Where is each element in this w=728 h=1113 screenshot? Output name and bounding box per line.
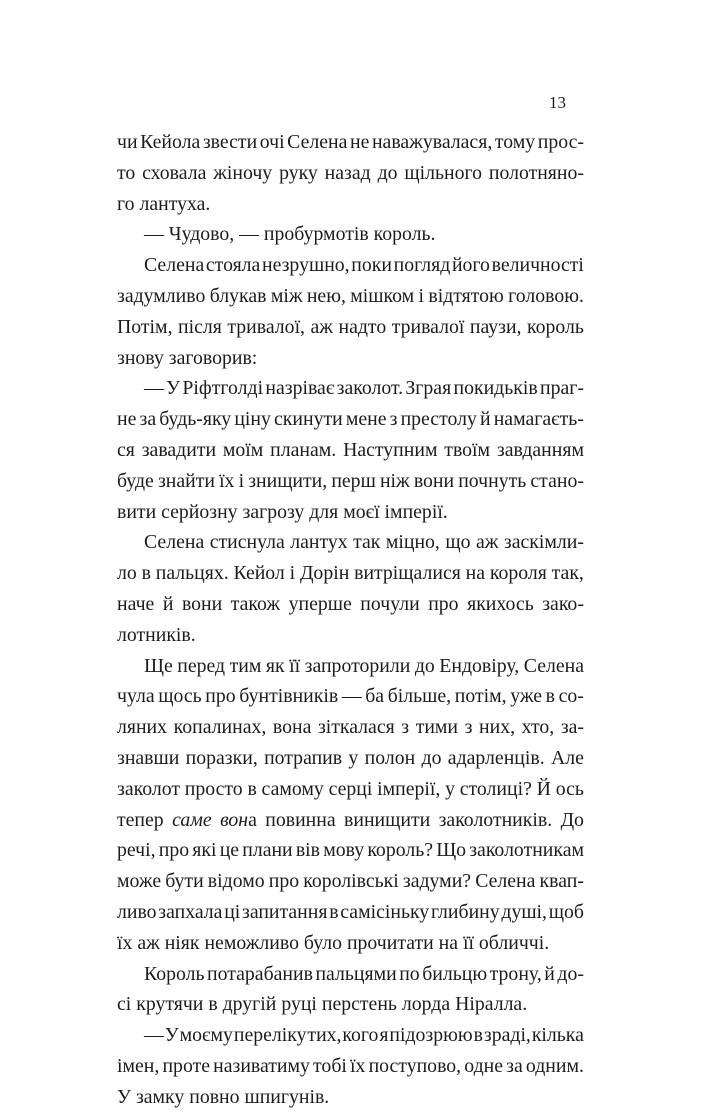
text-line: сі крутячи в другій руці перстень лорда Ніралла. — [117, 993, 528, 1016]
word: одне — [464, 1054, 504, 1077]
word: про — [428, 592, 459, 615]
word: задуми? — [402, 870, 472, 893]
word: нею, — [306, 284, 346, 307]
word: може — [117, 870, 162, 893]
word: задумливо — [117, 284, 206, 307]
word: погляд — [393, 254, 451, 277]
word: назад — [324, 161, 371, 184]
word: праг- — [540, 377, 584, 400]
text-line — [117, 466, 584, 497]
word: жіночу — [213, 161, 273, 184]
word: стиснула — [209, 531, 285, 554]
word: полотняно- — [488, 161, 584, 184]
word: тими — [415, 716, 459, 739]
word: то — [117, 161, 136, 184]
word: со- — [558, 685, 584, 708]
word: скинути — [274, 408, 343, 431]
word: моїм — [222, 438, 264, 461]
word: вів — [295, 839, 321, 862]
word: й — [544, 962, 555, 985]
text-line: лотників. — [117, 623, 196, 646]
word: зако- — [542, 592, 584, 615]
word: в — [141, 562, 151, 585]
word: запроторили — [304, 654, 411, 677]
word: заколот. — [336, 377, 404, 400]
word: вони — [413, 469, 455, 492]
word: самому — [261, 777, 324, 800]
word: одним. — [525, 1054, 584, 1077]
word: наче — [117, 592, 155, 615]
word: якихось — [467, 592, 534, 615]
word: за- — [560, 716, 584, 739]
text-line — [117, 866, 584, 897]
word: заскімли- — [503, 531, 584, 554]
word: наважувалася, — [371, 131, 493, 153]
word: — — [144, 377, 164, 400]
word: заколотників. — [438, 808, 553, 831]
word: про — [268, 870, 300, 893]
text-line — [117, 651, 584, 682]
text-line — [117, 527, 584, 558]
word: Селена — [475, 870, 536, 893]
text-line — [117, 558, 584, 589]
word: по — [399, 962, 420, 985]
text-line — [117, 1020, 584, 1051]
word: в — [247, 777, 257, 800]
word: в — [545, 685, 555, 708]
text-line — [117, 712, 584, 743]
word: — — [341, 685, 362, 708]
word: проте — [162, 1054, 210, 1077]
word: й — [480, 408, 491, 431]
text-line — [117, 681, 584, 712]
text-line: їх аж ніяк неможливо було прочитати на її обличчі. — [117, 931, 550, 954]
word: ся — [117, 438, 135, 461]
word: паузи, — [469, 315, 522, 338]
word: про — [205, 685, 236, 708]
word: знищити, — [248, 469, 328, 492]
word: чула — [117, 685, 155, 708]
word: Селена — [144, 531, 205, 554]
word: запитання — [242, 900, 328, 923]
text-line — [117, 435, 584, 466]
word: про — [158, 839, 190, 862]
word: почули — [360, 592, 420, 615]
text-line — [117, 897, 584, 928]
word: імперії, — [377, 777, 441, 800]
word: потім, — [454, 685, 507, 708]
word: тих, — [307, 1024, 342, 1047]
word: кілька — [531, 1024, 584, 1047]
word: між — [270, 284, 303, 307]
word: так — [353, 531, 381, 554]
word: витріщалися — [354, 562, 461, 585]
word: планам. — [270, 438, 337, 461]
text-line — [117, 589, 584, 620]
word: потрапив — [264, 746, 343, 769]
word: знавши — [117, 746, 180, 769]
word: тим — [229, 654, 262, 677]
word: мову — [323, 839, 365, 862]
word: тривалої, — [227, 315, 306, 338]
word: самісіньку — [340, 900, 430, 923]
word: Кейола — [140, 131, 201, 153]
word: Що — [436, 839, 467, 862]
word: до — [421, 746, 442, 769]
word: я — [379, 1024, 389, 1047]
word: мішком — [350, 284, 415, 307]
word: короля — [489, 562, 547, 585]
word: вона — [220, 808, 257, 831]
word: перед — [177, 654, 226, 677]
word: імен, — [117, 1054, 160, 1077]
text-line — [117, 127, 584, 158]
text-line: го лантуха. — [117, 192, 211, 215]
body-text — [117, 127, 584, 1113]
word: ці — [224, 900, 241, 923]
word: надто — [338, 315, 387, 338]
word: моєму — [179, 1024, 233, 1047]
word: король — [527, 315, 584, 338]
page-number: 13 — [549, 93, 566, 112]
word: трону, — [489, 962, 542, 985]
word: кого — [342, 1024, 379, 1047]
word: звести — [202, 131, 258, 153]
word: тому — [494, 131, 536, 153]
word: назріває — [265, 377, 335, 400]
word: столиці? — [459, 777, 532, 800]
word: і — [238, 469, 245, 492]
word: До — [560, 808, 584, 831]
word: називатиму — [213, 1054, 310, 1077]
word: твоїм — [444, 438, 491, 461]
word: бильцю — [422, 962, 488, 985]
word: чи — [117, 131, 138, 153]
word: король? — [367, 839, 434, 862]
text-line — [117, 373, 584, 404]
word: знайти — [157, 469, 215, 492]
word: квап- — [539, 870, 584, 893]
word: уперше — [288, 592, 352, 615]
word: відомо — [207, 870, 265, 893]
word: них, — [479, 716, 516, 739]
word: аж — [310, 315, 333, 338]
word: Дорін — [299, 562, 350, 585]
word: її — [289, 654, 301, 677]
word: Й — [536, 777, 551, 800]
word: щільного — [404, 161, 482, 184]
text-line: У замку повно шпигунів. — [117, 1085, 330, 1108]
word: за — [506, 1054, 523, 1077]
word: бунтівників — [239, 685, 339, 708]
word: як — [265, 654, 285, 677]
word: тобі — [313, 1054, 347, 1077]
word: Ендовіру, — [439, 654, 520, 677]
word: прос- — [537, 131, 584, 153]
word: й — [162, 592, 174, 615]
word: копалинах, — [173, 716, 267, 739]
word: Селена — [144, 254, 205, 277]
word: серці — [328, 777, 373, 800]
word: руку — [279, 161, 318, 184]
word: полон — [364, 746, 416, 769]
word: винищити — [344, 808, 431, 831]
text-line — [117, 743, 584, 774]
word: лантух — [290, 531, 348, 554]
text-line — [117, 158, 584, 189]
word: Кейол — [233, 562, 285, 585]
text-line: — Чудово, — пробурмотів король. — [144, 223, 436, 246]
word: повинна — [265, 808, 336, 831]
word: поразки, — [185, 746, 258, 769]
word: Але — [550, 746, 584, 769]
word: глибину — [430, 900, 500, 923]
word: до — [377, 161, 398, 184]
word: більше, — [387, 685, 452, 708]
word: до- — [557, 962, 584, 985]
word: запхала — [158, 900, 223, 923]
word: які — [192, 839, 217, 862]
word: душі, — [501, 900, 548, 923]
word: потарабанив — [207, 962, 313, 985]
word: міцно, — [385, 531, 440, 554]
text-line — [117, 281, 584, 312]
text-line — [117, 835, 584, 866]
word: і — [418, 284, 425, 307]
word: відтятою — [428, 284, 504, 307]
word: що — [445, 531, 471, 554]
word: незрушно, — [262, 254, 350, 277]
word: сховала — [142, 161, 207, 184]
word: завадити — [141, 438, 217, 461]
text-line — [117, 312, 584, 343]
word: пальцях. — [155, 562, 229, 585]
word: ло — [117, 562, 137, 585]
word: речі, — [117, 839, 156, 862]
word: їх — [350, 1054, 366, 1077]
word: до — [414, 654, 435, 677]
word: щоб — [548, 900, 584, 923]
word: мене — [345, 408, 387, 431]
text-line — [117, 774, 584, 805]
word: на — [465, 562, 486, 585]
word: саме — [172, 808, 212, 831]
word: вони — [181, 592, 223, 615]
word: переліку — [233, 1024, 307, 1047]
word: і — [289, 562, 296, 585]
word: так, — [551, 562, 584, 585]
text-line — [117, 404, 584, 435]
word: У — [164, 1024, 179, 1047]
word: У — [166, 377, 181, 400]
word: після — [178, 315, 222, 338]
word: у — [445, 777, 455, 800]
word: Король — [144, 962, 205, 985]
word: почнуть — [458, 469, 527, 492]
word: Ріфтголді — [182, 377, 264, 400]
word: Селена — [523, 654, 584, 677]
word: ливо — [117, 900, 157, 923]
text-line — [117, 1051, 584, 1082]
text-line — [117, 959, 584, 990]
word: поки — [351, 254, 392, 277]
word: ціну — [234, 408, 271, 431]
word: з — [401, 716, 410, 739]
word: Потім, — [117, 315, 173, 338]
word: тепер — [117, 808, 164, 831]
word: в — [473, 1024, 483, 1047]
word: це — [219, 839, 240, 862]
word: в — [329, 900, 339, 923]
text-line — [117, 250, 584, 281]
word: очі — [259, 131, 285, 153]
word: ляних — [117, 716, 168, 739]
word: з — [389, 408, 398, 431]
word: не — [350, 131, 370, 153]
word: за — [139, 408, 157, 431]
word: завданням — [496, 438, 584, 461]
word: зіткалася — [317, 716, 395, 739]
word: — — [144, 1024, 164, 1047]
word: їх — [219, 469, 235, 492]
word: заколот — [117, 777, 180, 800]
word: просто — [184, 777, 243, 800]
text-line: знову заговорив: — [117, 346, 258, 369]
word: його — [451, 254, 490, 277]
word: стано- — [530, 469, 584, 492]
word: стояла — [205, 254, 261, 277]
word: плани — [242, 839, 293, 862]
word: Наступним — [343, 438, 438, 461]
word: заколотникам — [469, 839, 584, 862]
word: вона — [272, 716, 312, 739]
word: з — [464, 716, 473, 739]
word: пальцями — [315, 962, 397, 985]
word: у — [348, 746, 359, 769]
word: Ще — [144, 654, 173, 677]
word: уже — [510, 685, 543, 708]
word: поступово, — [368, 1054, 462, 1077]
word: бути — [165, 870, 204, 893]
word: престолу — [400, 408, 477, 431]
word: тривалої — [391, 315, 465, 338]
word: підозрюю — [389, 1024, 473, 1047]
word: адарленців. — [447, 746, 545, 769]
word: Зграя — [405, 377, 452, 400]
word: намагаєть- — [493, 408, 584, 431]
word: будь-яку — [159, 408, 232, 431]
word: ніж — [379, 469, 410, 492]
word: хто, — [521, 716, 555, 739]
word: королівські — [303, 870, 399, 893]
word: покидьків — [453, 377, 538, 400]
word: буде — [117, 469, 154, 492]
word: ось — [555, 777, 584, 800]
word: перш — [331, 469, 376, 492]
word: також — [230, 592, 281, 615]
word: ба — [365, 685, 385, 708]
word: Селена — [287, 131, 348, 153]
word: аж — [475, 531, 499, 554]
word: не — [117, 408, 137, 431]
word: величності — [491, 254, 584, 277]
text-line — [117, 805, 584, 836]
word: зраді, — [483, 1024, 531, 1047]
word: головою. — [508, 284, 584, 307]
word: блукав — [209, 284, 267, 307]
word: щось — [158, 685, 202, 708]
text-line: вити серйозну загрозу для моєї імперії. — [117, 500, 448, 523]
